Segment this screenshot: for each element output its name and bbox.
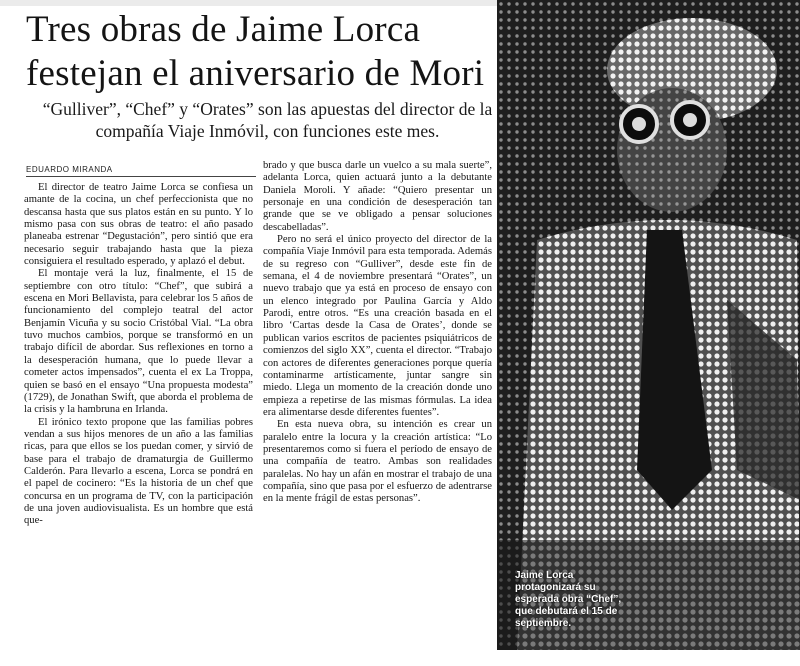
paragraph: El irónico texto propone que las familias pobres vendan a sus hijos menores de un año a las familias ricas, para que ellos se los puedan comer, y sirvió de base para el trabajo de dramaturgia de Guillermo Calderón. Para llevarlo a escena, Lorca se pondrá en el papel de cocinero: “Es la historia de un chef que concursa en un programa de TV, con la participación de una joven audiovisualista. Es un hombre que está que- <box>24 416 253 527</box>
headline-line-1: Tres obras de Jaime Lorca <box>26 9 421 50</box>
headline <box>26 8 506 96</box>
paragraph: Pero no será el único proyecto del director de la compañía Viaje Inmóvil para esta temporada. Además de su regreso con “Gulliver”, desde este fin de semana, el 4 de noviembre presentará “Orates”, un nuevo trabajo que ya está en proceso de ensayo con un elenco integrado por Paulina García y Aldo Parodi, entre otros. “Es una creación basada en el libro ‘Cartas desde la Casa de Orates’, donde se publican varios escritos de pacientes psiquiátricos de comienzos del siglo XX”, cuenta el director. “Trabajo con actores de diferentes generaciones porque quería contaminarme artísticamente, juntar sangre sin miedo. Llega un momento de la creación donde uno empieza a repetirse de las mismas fórmulas. La idea era alimentarse desde diferentes fuentes”. <box>263 234 492 418</box>
byline: EDUARDO MIRANDA <box>26 165 256 177</box>
deck-subtitle: “Gulliver”, “Chef” y “Orates” son las apuestas del director de la compañía Viaje Inmóvil, con funciones este mes. <box>42 99 493 141</box>
photo-jaime-lorca <box>497 0 800 650</box>
paragraph: En esta nueva obra, su intención es crear un paralelo entre la locura y la creación artística: “Lo presentaremos como si fuera el período de ensayo de una compañía de teatro. Ambas son realidades paralelas. No hay un afán en mostrar el trabajo de una compañía, sino que pasa por el esfuerzo de adentrarse en la mente frágil de estas personas”. <box>263 419 492 505</box>
paragraph: El director de teatro Jaime Lorca se confiesa un amante de la cocina, un chef perfeccionista que no descansa hasta que sus platos están en su punto. Y lo mismo pasa con sus obras de teatro: el año pasado planeaba estrenar “Degustación”, pero sintió que era necesario seguir trabajando hasta que la pieza consiguiera el resultado esperado, y aplazó el debut. <box>24 182 253 268</box>
photo-caption: Jaime Lorca protagonizará su esperada obra “Chef”, que debutará el 15 de septiembre. <box>515 570 622 629</box>
headline-line-2: festejan el aniversario de Mori <box>26 53 485 94</box>
paragraph: El montaje verá la luz, finalmente, el 15 de septiembre con otro título: “Chef”, que subirá a escena en Mori Bellavista, para celebrar los 5 años de funcionamiento del complejo teatral del actor Benjamín Vicuña y su socio Cristóbal Vial. “La obra tuvo muchos cambios, porque se transformó en un trabajo difícil de abordar. Sus reflexiones en torno a la desesperación humana, que lo puede llevar a cometer actos impensados”, cuenta el ex La Troppa, quien se basó en el ensayo “Una propuesta modesta” (1729), de Jonathan Swift, que aborda el problema de la crisis y la hambruna en Irlanda. <box>24 268 253 416</box>
article-column-1 <box>24 182 253 528</box>
paragraph: brado y que busca darle un vuelco a su mala suerte”, adelanta Lorca, quien actuará junto a la debutante Daniela Moroli. Y añade: “Quiero presentar un personaje en una condición de desesperación tan grande que se ve obligado a pensar soluciones descabelladas”. <box>263 160 492 233</box>
photo-illustration <box>497 0 800 650</box>
article-column-2 <box>263 160 492 506</box>
